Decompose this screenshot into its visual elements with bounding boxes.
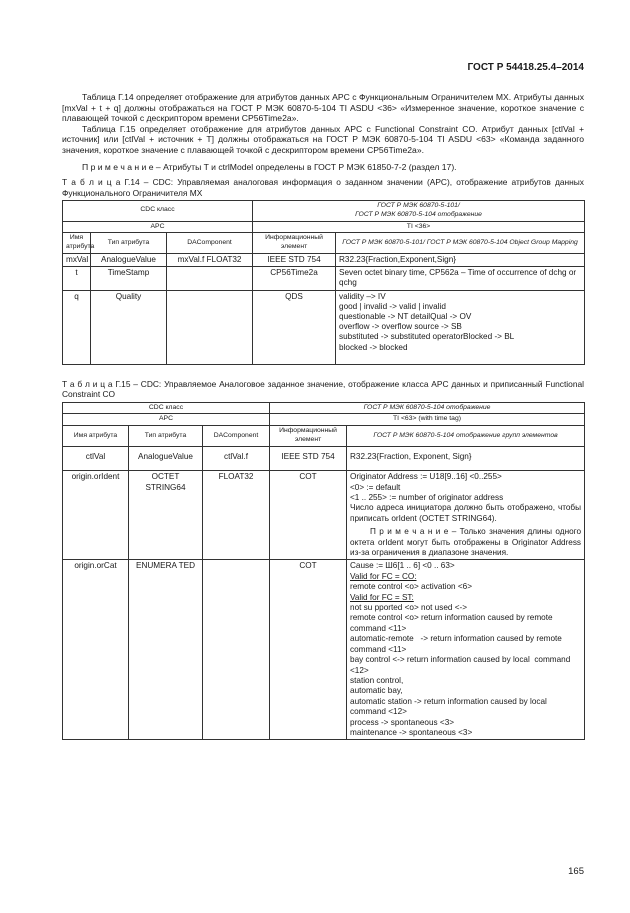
table15-cell-name: origin.orIdent xyxy=(63,471,129,560)
table14-h-gost-line1: ГОСТ Р МЭК 60870-5-101/ xyxy=(377,201,460,209)
table14-cell-dacomp: mxVal.f FLOAT32 xyxy=(167,253,253,266)
table14-caption xyxy=(62,177,584,198)
table14-cell-name: q xyxy=(63,290,91,364)
table-row xyxy=(63,471,585,560)
map-line: Cause := Ш6[1 .. 6] <0 .. 63> xyxy=(350,561,455,571)
table15-h-ti: TI <63> (with time tag) xyxy=(270,414,585,426)
table-row xyxy=(63,267,585,290)
table14-cell-name: t xyxy=(63,267,91,290)
table14-cell-info: QDS xyxy=(253,290,336,364)
table15-header-row-1 xyxy=(63,402,585,414)
table14-header-row-1 xyxy=(63,200,585,221)
table-g14 xyxy=(62,200,585,365)
table14-h-gost xyxy=(253,200,585,221)
table15-h-gost: ГОСТ Р МЭК 60870-5-104 отображение xyxy=(270,402,585,414)
table15-cell-dacomp: ctlVal.f xyxy=(203,446,270,470)
table15-h-type: Тип атрибута xyxy=(129,426,203,447)
table14-cell-dacomp xyxy=(167,290,253,364)
table14-cell-dacomp xyxy=(167,267,253,290)
map-line: automatic station -> return information caused by local command <12> xyxy=(350,696,547,717)
map-line: bay control <-> return information caused by local command <12> xyxy=(350,655,573,675)
table15-cell-info: COT xyxy=(270,471,347,560)
table14-h-ti: TI <36> xyxy=(253,221,585,233)
map-line: validity –> IV xyxy=(339,291,386,301)
map-line: overflow -> overflow source -> SB xyxy=(339,322,462,332)
table15-h-cdc: CDC класс xyxy=(63,402,270,414)
intro-paragraph-1: Таблица Г.14 определяет отображение для атрибутов данных APC с Функциональным Ограничителем МХ. Атрибуты данных [mxVal + t + q] должны отображаться на ГОСТ Р МЭК 60870-5-104 TI ASDU <36> «Измеренное значение, короткое значение с плавающей точкой с дескриптором времени CP56Time2a». xyxy=(62,92,584,124)
table15-cell-info: COT xyxy=(270,560,347,740)
table14-cell-type: Quality xyxy=(91,290,167,364)
map-line: remote control <o> activation <6> xyxy=(350,582,472,592)
cell-note-text: – Только значения длины одного октета orIdent могут быть отображены в Originator Address из-за ограничения в диапазоне значения. xyxy=(350,527,582,558)
table14-cell-map xyxy=(336,290,585,364)
map-line: substituted -> substituted operatorBlocked -> BL xyxy=(339,332,515,342)
table15-caption xyxy=(62,379,584,400)
table14-cell-info: IEEE STD 754 xyxy=(253,253,336,266)
table15-cell-info: IEEE STD 754 xyxy=(270,446,347,470)
map-line: Valid for FC = CO: xyxy=(350,571,417,581)
table15-cell-type: OCTET STRING64 xyxy=(129,471,203,560)
intro-paragraph-2: Таблица Г.15 определяет отображение для атрибутов данных APC с Functional Constraint CO. Атрибут данных [ctlVal + источник] или [ctlVal + источник + T] должны отображаться на ГОСТ Р МЭК 60870-5-104 TI ASDU <63> «Команда заданного значения, короткое значение с плавающей точкой с дескриптором времени CP56Time2a». xyxy=(62,123,584,155)
map-line: blocked -> blocked xyxy=(339,342,408,352)
table-row xyxy=(63,446,585,470)
table14-h-dacomp: DAComponent xyxy=(167,233,253,254)
table14-cell-name: mxVal xyxy=(63,253,91,266)
table15-cell-dacomp: FLOAT32 xyxy=(203,471,270,560)
map-line: <1 .. 255> := number of originator address xyxy=(350,493,504,502)
map-line: automatic bay, xyxy=(350,686,403,696)
table14-h-info: Информационный элемент xyxy=(253,233,336,254)
table15-header-row-2 xyxy=(63,414,585,426)
cell-note-label: П р и м е ч а н и е xyxy=(370,527,449,537)
map-line: station control, xyxy=(350,675,404,685)
table-row xyxy=(63,290,585,364)
table14-h-group: ГОСТ Р МЭК 60870-5-101/ ГОСТ Р МЭК 60870-5-104 Object Group Mapping xyxy=(336,233,585,254)
table15-cell-name: origin.orCat xyxy=(63,560,129,740)
standard-header: ГОСТ Р 54418.25.4–2014 xyxy=(467,62,584,73)
table14-h-apc: APC xyxy=(63,221,253,233)
page-content xyxy=(62,92,584,740)
table14-h-name: Имя атрибута xyxy=(63,233,91,254)
map-line: Число адреса инициатора должно быть отображено, чтобы приписать orIdent (OCTET STRING64). xyxy=(350,503,582,523)
table14-cell-type: AnalogueValue xyxy=(91,253,167,266)
map-line: not su pported <o> not used <-> xyxy=(350,603,468,613)
table-row xyxy=(63,253,585,266)
table-g15 xyxy=(62,402,585,741)
table14-cell-map: Seven octet binary time, CP562a – Time of occurrence of dchg or qchg xyxy=(336,267,585,290)
table15-h-dacomp: DAComponent xyxy=(203,426,270,447)
cell-note xyxy=(350,527,581,558)
table15-caption-label: Т а б л и ц а Г.15 xyxy=(62,378,131,389)
note-label: П р и м е ч а н и е xyxy=(82,161,154,172)
map-line: remote control <o> return information caused by remote command <11> xyxy=(350,613,553,633)
map-line: maintenance -> spontaneous <3> xyxy=(350,727,473,737)
intro-note xyxy=(62,162,584,173)
table14-header-row-2 xyxy=(63,221,585,233)
table14-h-type: Тип атрибута xyxy=(91,233,167,254)
table15-h-apc: APC xyxy=(63,414,270,426)
table15-caption-text: – CDC: Управляемое Аналоговое заданное значение, отображение класса APC данных и приписанный Functional Constraint CO xyxy=(62,378,584,400)
table15-header-row-3 xyxy=(63,426,585,447)
table-row xyxy=(63,560,585,740)
map-line: process -> spontaneous <3> xyxy=(350,717,455,727)
table14-cell-map: R32.23{Fraction,Exponent,Sign} xyxy=(336,253,585,266)
table15-cell-name: ctlVal xyxy=(63,446,129,470)
note-text: – Атрибуты T и ctrlModel определены в ГОСТ Р МЭК 61850-7-2 (раздел 17). xyxy=(153,161,457,172)
table14-cell-info: CP56Time2a xyxy=(253,267,336,290)
table15-cell-map: R32.23{Fraction, Exponent, Sign} xyxy=(347,446,585,470)
page-number: 165 xyxy=(568,866,584,877)
table14-h-gost-line2: ГОСТ Р МЭК 60870-5-104 отображение xyxy=(355,210,482,218)
table15-cell-map xyxy=(347,471,585,560)
map-line: questionable -> NT detailQual -> OV xyxy=(339,311,472,321)
table15-cell-type: AnalogueValue xyxy=(129,446,203,470)
table15-cell-map xyxy=(347,560,585,740)
map-line: good | invalid -> valid | invalid xyxy=(339,301,446,311)
table15-h-group: ГОСТ Р МЭК 60870-5-104 отображение групп элементов xyxy=(347,426,585,447)
table14-caption-text: – CDC: Управляемая аналоговая информация о заданном значении (APC), отображение атрибутов данных Функционального Ограничителя МХ xyxy=(62,177,584,198)
table14-header-row-3 xyxy=(63,233,585,254)
table14-cell-type: TimeStamp xyxy=(91,267,167,290)
map-line: <0> := default xyxy=(350,482,401,492)
table15-h-info: Информационный элемент xyxy=(270,426,347,447)
table14-caption-label: Т а б л и ц а Г.14 xyxy=(62,177,140,188)
map-line: automatic-remote -> return information caused by remote command <11> xyxy=(350,634,565,654)
map-line: Originator Address := U18[9..16] <0..255> xyxy=(350,472,502,482)
table14-h-cdc: CDC класс xyxy=(63,200,253,221)
table15-cell-type: ENUMERA TED xyxy=(129,560,203,740)
map-line: Valid for FC = ST: xyxy=(350,592,414,602)
table15-cell-dacomp xyxy=(203,560,270,740)
table15-h-name: Имя атрибута xyxy=(63,426,129,447)
